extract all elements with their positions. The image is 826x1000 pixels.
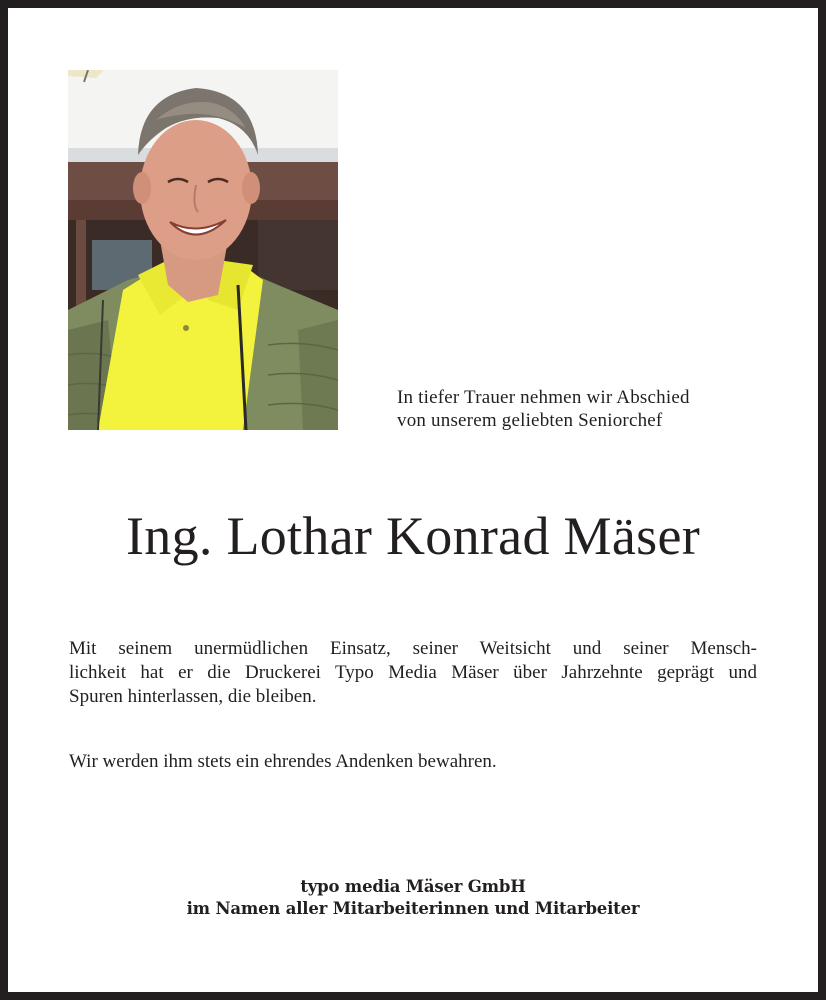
on-behalf-line: im Namen aller Mitarbeiterinnen und Mitarbeiter [186, 899, 640, 918]
deceased-name: Ing. Lothar Konrad Mäser [125, 506, 700, 566]
tribute-line: Mit seinem unermüdlichen Einsatz, seiner Weitsicht und seiner Mensch- [69, 638, 757, 659]
tribute-line: Spuren hinterlassen, die bleiben. [69, 686, 317, 707]
portrait-photo [68, 70, 338, 430]
obituary-page [8, 8, 818, 992]
intro-line-2: von unserem geliebten Seniorchef [397, 410, 663, 431]
tribute-line: lichkeit hat er die Druckerei Typo Media Mäser über Jahrzehnte geprägt und [69, 662, 757, 683]
intro-line-1: In tiefer Trauer nehmen wir Abschied [397, 387, 690, 408]
company-name: typo media Mäser GmbH [300, 877, 526, 896]
remembrance-text: Wir werden ihm stets ein ehrendes Andenken bewahren. [69, 751, 497, 772]
signature-block [8, 876, 818, 920]
intro-text [397, 386, 767, 432]
tribute-paragraph [69, 637, 757, 709]
portrait-image [68, 70, 338, 430]
